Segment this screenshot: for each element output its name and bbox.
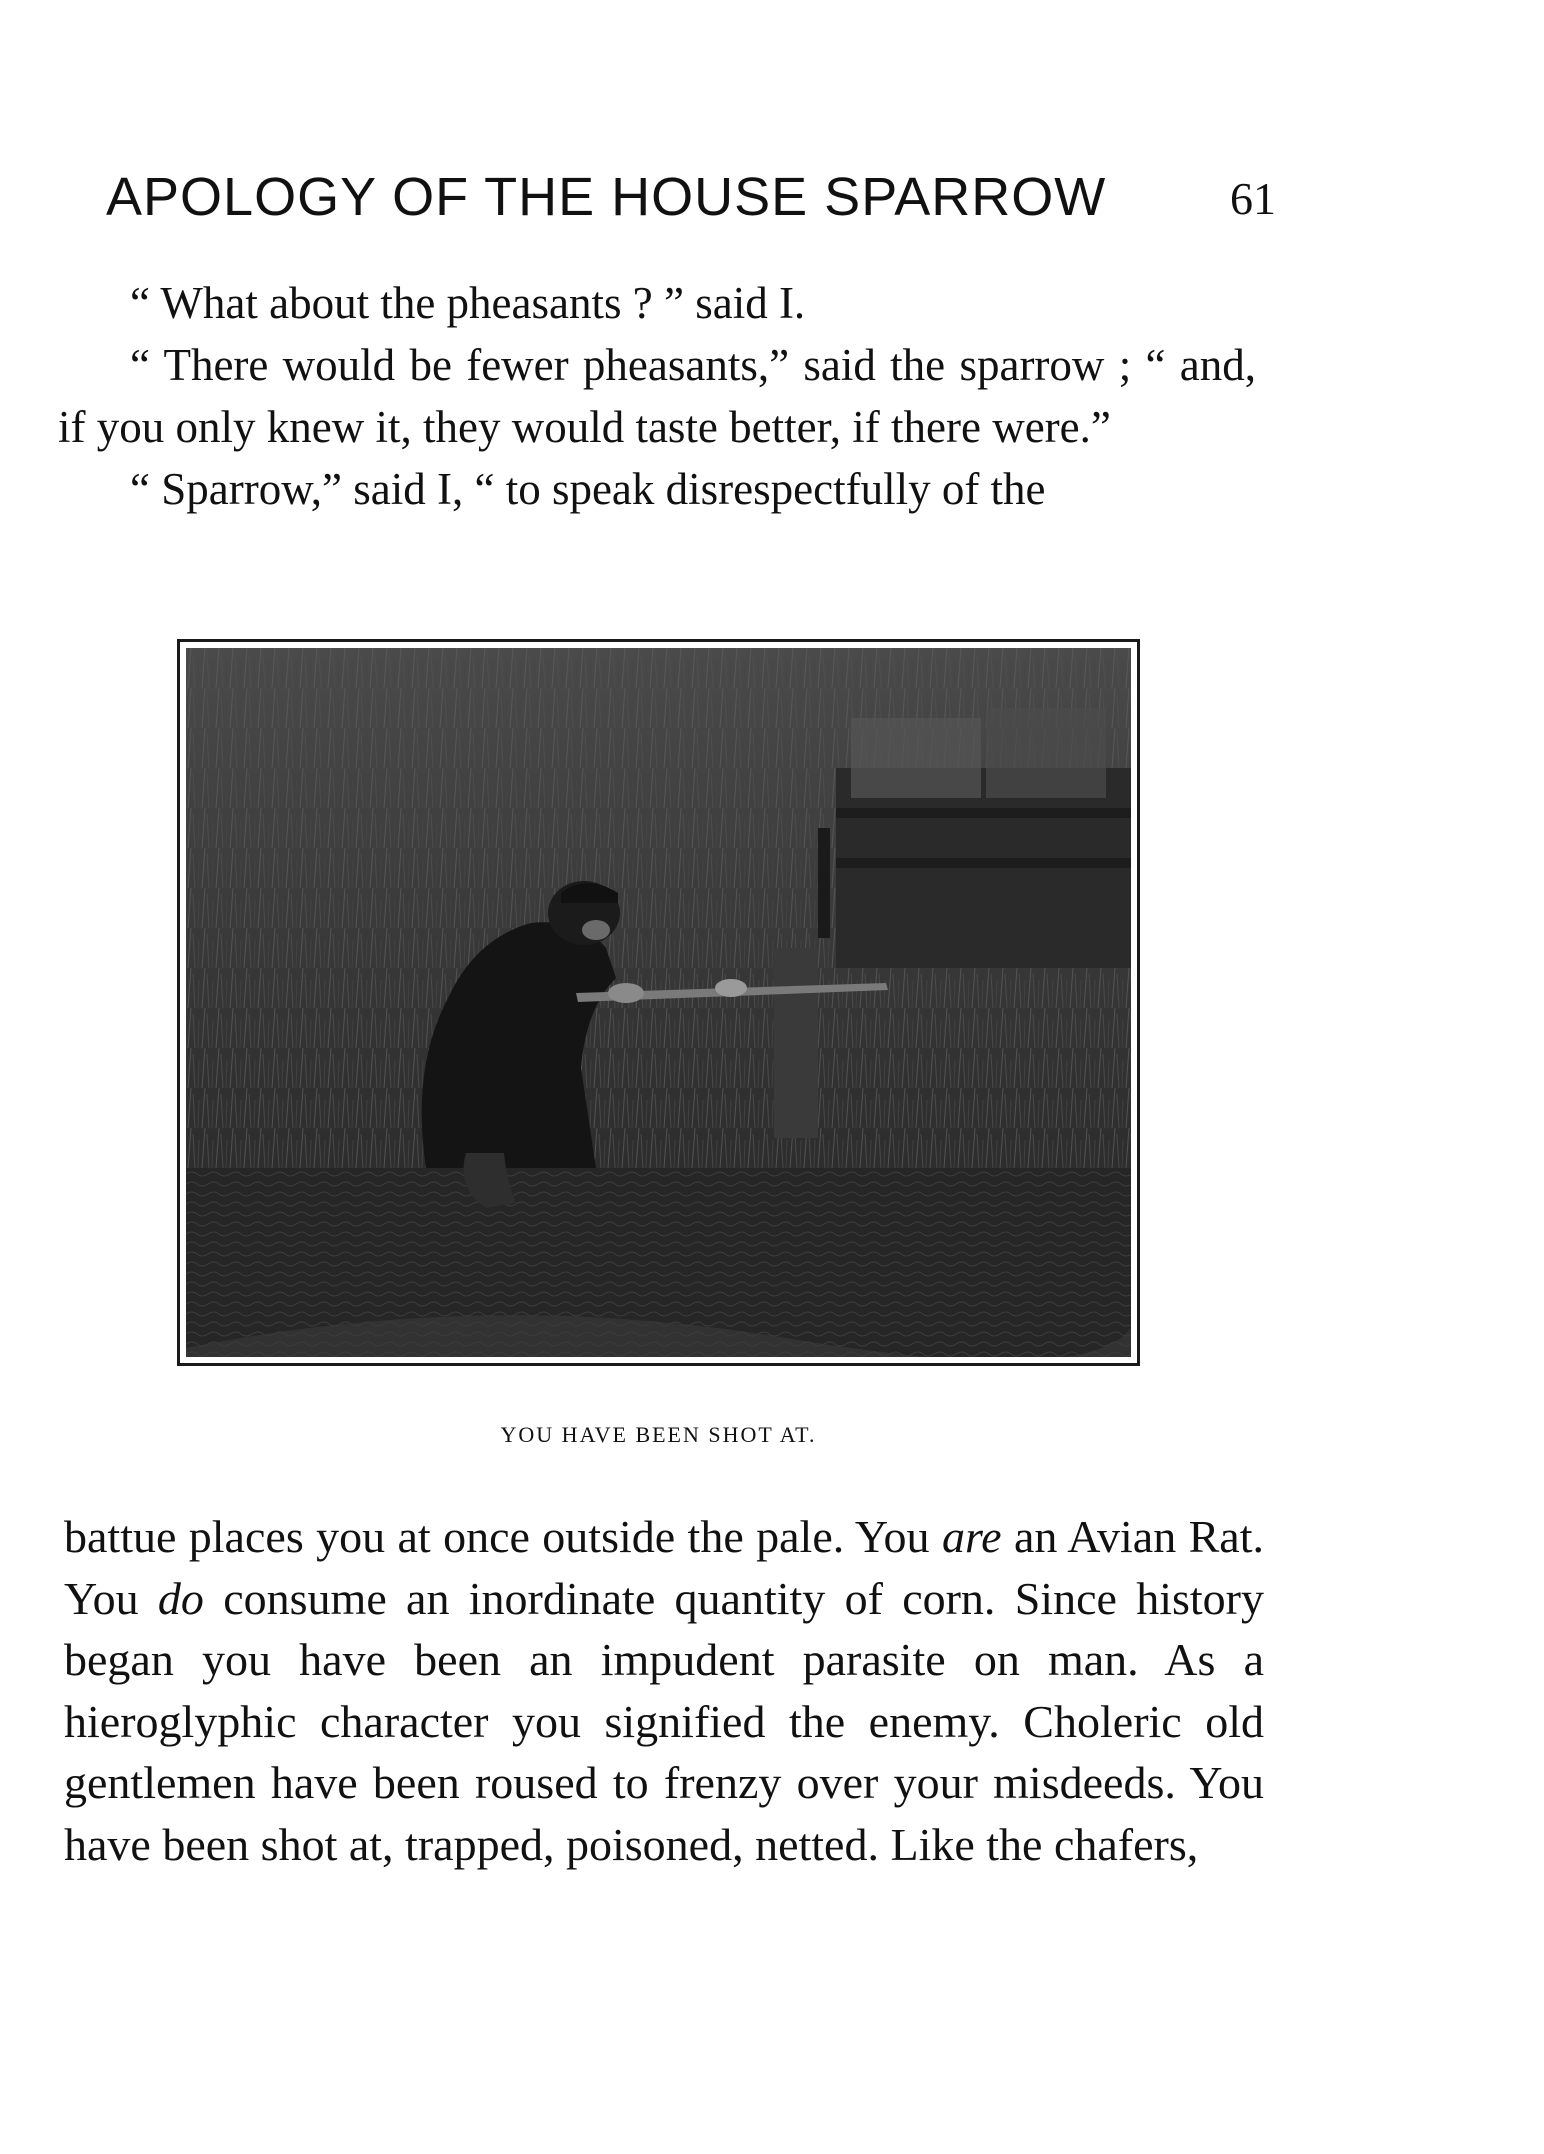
text-run-3: consume an inordinate quantity of corn. Since history began you have been an impudent parasite on man. As a hieroglyphic character you signified the enemy. Choleric old gentlemen have been roused to frenzy over your misdeeds. You have been shot at, trapped, poisoned, netted. Like the chafers, <box>64 1572 1264 1870</box>
text-run-2: an Avian Rat. You <box>64 1511 1264 1624</box>
running-head <box>106 166 1276 236</box>
text-run-1: battue places you at once outside the pale. You <box>64 1511 942 1562</box>
emphasis-are: are <box>941 1511 1002 1562</box>
paragraph-sparrow-address: “ Sparrow,” said I, “ to speak disrespectfully of the <box>130 464 1046 514</box>
emphasis-do: do <box>157 1572 204 1624</box>
paragraph-battue <box>64 1506 1264 1875</box>
paragraph-pheasants-question: “ What about the pheasants ? ” said I. <box>130 278 806 328</box>
photograph-crouching-shooter-in-grass <box>186 648 1131 1357</box>
top-text-block <box>58 272 1256 520</box>
figure-photograph <box>186 648 1131 1357</box>
page-number: 61 <box>1230 173 1276 224</box>
paragraph-sparrow-reply: “ There would be fewer pheasants,” said the sparrow ; “ and, if you only knew it, they would taste better, if there were.” <box>58 340 1256 452</box>
bottom-text-block <box>64 1506 1264 1875</box>
figure-frame <box>177 639 1140 1366</box>
running-title: APOLOGY OF THE HOUSE SPARROW <box>106 167 1107 227</box>
figure-caption: YOU HAVE BEEN SHOT AT. <box>500 1422 817 1447</box>
